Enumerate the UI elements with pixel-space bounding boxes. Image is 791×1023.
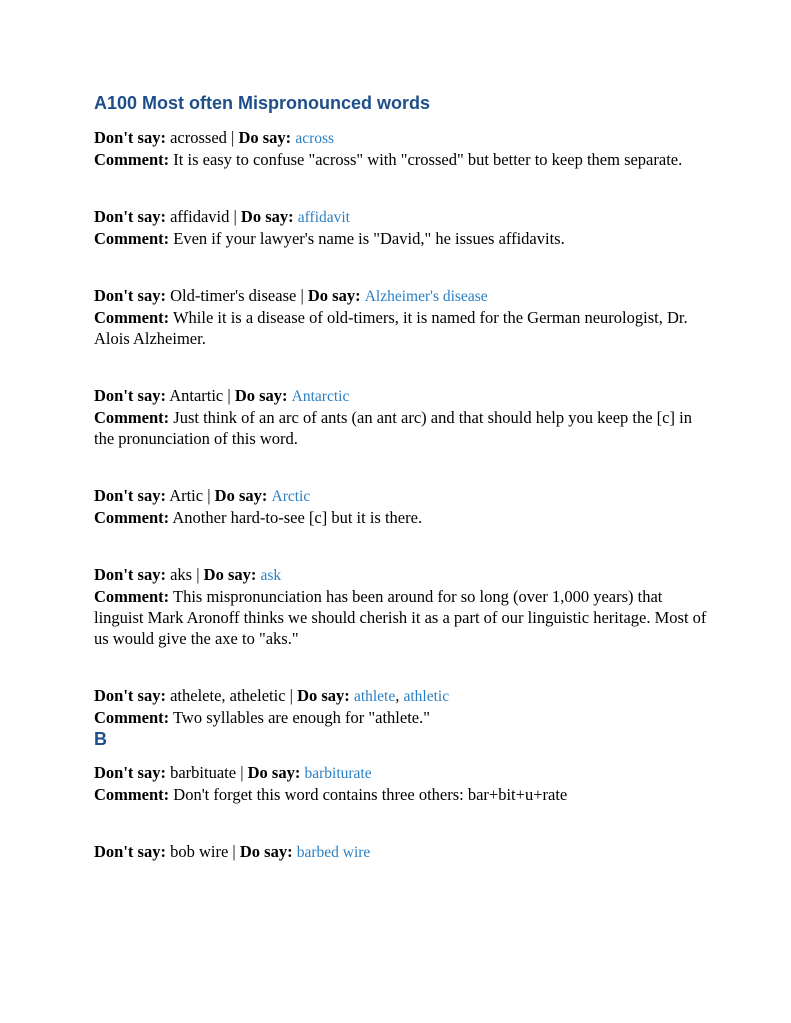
- do-say-label: Do say:: [203, 565, 257, 584]
- do-say-link[interactable]: Antarctic: [291, 388, 350, 405]
- do-say-label: Do say:: [234, 386, 288, 405]
- section-letter-b: B: [94, 729, 107, 749]
- dont-say-label: Don't say:: [94, 486, 166, 505]
- comment-label: Comment:: [94, 785, 170, 804]
- dont-say-label: Don't say:: [94, 286, 166, 305]
- dont-say-line: [94, 485, 714, 507]
- do-say-link[interactable]: barbiturate: [304, 765, 372, 782]
- do-say-label: Do say:: [240, 207, 294, 226]
- separator: |: [296, 286, 308, 305]
- dont-say-word: Antartic: [169, 386, 224, 405]
- word-entry: [94, 285, 714, 349]
- spacer: [94, 249, 714, 285]
- page-title: A100 Most often Mispronounced words: [94, 93, 431, 113]
- do-say-label: Do say:: [239, 842, 293, 861]
- separator: |: [236, 763, 248, 782]
- comment-label: Comment:: [94, 229, 170, 248]
- word-entry: [94, 385, 714, 449]
- separator: |: [226, 128, 239, 147]
- spacer: [94, 349, 714, 385]
- do-say-label: Do say:: [307, 286, 361, 305]
- dont-say-label: Don't say:: [94, 386, 166, 405]
- comment-label: Comment:: [94, 150, 170, 169]
- separator: |: [285, 686, 298, 705]
- dont-say-word: bob wire: [170, 842, 229, 861]
- document-page: [94, 91, 714, 863]
- entry-list-b: [94, 762, 714, 863]
- do-say-link[interactable]: athlete: [353, 688, 396, 705]
- comment-text: Two syllables are enough for "athlete.": [172, 708, 430, 727]
- dont-say-line: [94, 206, 714, 228]
- spacer: [94, 449, 714, 485]
- comment-text: Another hard-to-see [c] but it is there.: [172, 508, 423, 527]
- word-entry: [94, 127, 714, 170]
- comment-line: [94, 707, 714, 728]
- comment-label: Comment:: [94, 587, 170, 606]
- dont-say-word: aks: [170, 565, 193, 584]
- spacer: [94, 170, 714, 206]
- comment-line: [94, 784, 714, 805]
- dont-say-word: acrossed: [170, 128, 227, 147]
- dont-say-word: affidavid: [170, 207, 230, 226]
- do-say-label: Do say:: [238, 128, 292, 147]
- word-entry: [94, 485, 714, 528]
- comment-line: [94, 228, 714, 249]
- word-entry: [94, 564, 714, 649]
- separator: |: [203, 486, 215, 505]
- dont-say-label: Don't say:: [94, 128, 166, 147]
- comment-text: Just think of an arc of ants (an ant arc) and that should help you keep the [c] in the pronunciation of this word.: [94, 408, 692, 448]
- dont-say-word: Artic: [169, 486, 204, 505]
- separator: |: [228, 842, 240, 861]
- spacer: [94, 649, 714, 685]
- dont-say-line: [94, 285, 714, 307]
- do-say-link[interactable]: Arctic: [271, 488, 311, 505]
- word-entry: [94, 762, 714, 805]
- do-say-label: Do say:: [214, 486, 268, 505]
- dont-say-label: Don't say:: [94, 207, 166, 226]
- dont-say-line: [94, 385, 714, 407]
- dont-say-word: athelete, atheletic: [170, 686, 286, 705]
- word-entry: [94, 841, 714, 863]
- spacer: [94, 805, 714, 841]
- do-say-link[interactable]: ask: [260, 567, 282, 584]
- dont-say-label: Don't say:: [94, 842, 166, 861]
- separator: |: [223, 386, 235, 405]
- entry-list-a: [94, 127, 714, 728]
- comment-line: [94, 407, 714, 449]
- comment-label: Comment:: [94, 408, 170, 427]
- do-say-link[interactable]: Alzheimer's disease: [364, 288, 488, 305]
- comment-label: Comment:: [94, 508, 170, 527]
- comment-label: Comment:: [94, 708, 170, 727]
- separator: |: [229, 207, 241, 226]
- comment-text: Don't forget this word contains three others: bar+bit+u+rate: [173, 785, 568, 804]
- dont-say-line: [94, 762, 714, 784]
- do-say-label: Do say:: [297, 686, 350, 705]
- dont-say-label: Don't say:: [94, 686, 166, 705]
- comment-text: While it is a disease of old-timers, it is named for the German neurologist, Dr. Alois Alzheimer.: [94, 308, 688, 348]
- comment-text: It is easy to confuse "across" with "crossed" but better to keep them separate.: [173, 150, 683, 169]
- spacer: [94, 528, 714, 564]
- do-say-link[interactable]: affidavit: [297, 209, 350, 226]
- comment-line: [94, 149, 714, 170]
- dont-say-word: Old-timer's disease: [170, 286, 297, 305]
- dont-say-line: [94, 841, 714, 863]
- do-say-label: Do say:: [247, 763, 301, 782]
- do-say-link[interactable]: athletic: [403, 688, 450, 705]
- dont-say-line: [94, 127, 714, 149]
- word-entry: [94, 685, 714, 728]
- word-entry: [94, 206, 714, 249]
- do-say-link[interactable]: barbed wire: [296, 844, 371, 861]
- dont-say-line: Don't say: athelete, atheletic | Do say: athlete, athletic: [94, 686, 450, 705]
- separator: |: [192, 565, 204, 584]
- do-say-link[interactable]: across: [295, 130, 335, 147]
- dont-say-line: [94, 564, 714, 586]
- dont-say-label: Don't say:: [94, 763, 166, 782]
- comment-line: [94, 586, 714, 649]
- dont-say-label: Don't say:: [94, 565, 166, 584]
- dont-say-word: barbituate: [170, 763, 237, 782]
- comment-line: [94, 307, 714, 349]
- comment-text: This mispronunciation has been around for so long (over 1,000 years) that linguist Mark Aronoff thinks we should cherish it as a part of our linguistic heritage. Most of us would give the axe to "aks.": [94, 587, 707, 648]
- comment-line: [94, 507, 714, 528]
- comment-label: Comment:: [94, 308, 170, 327]
- comment-text: Even if your lawyer's name is "David," he issues affidavits.: [173, 229, 565, 248]
